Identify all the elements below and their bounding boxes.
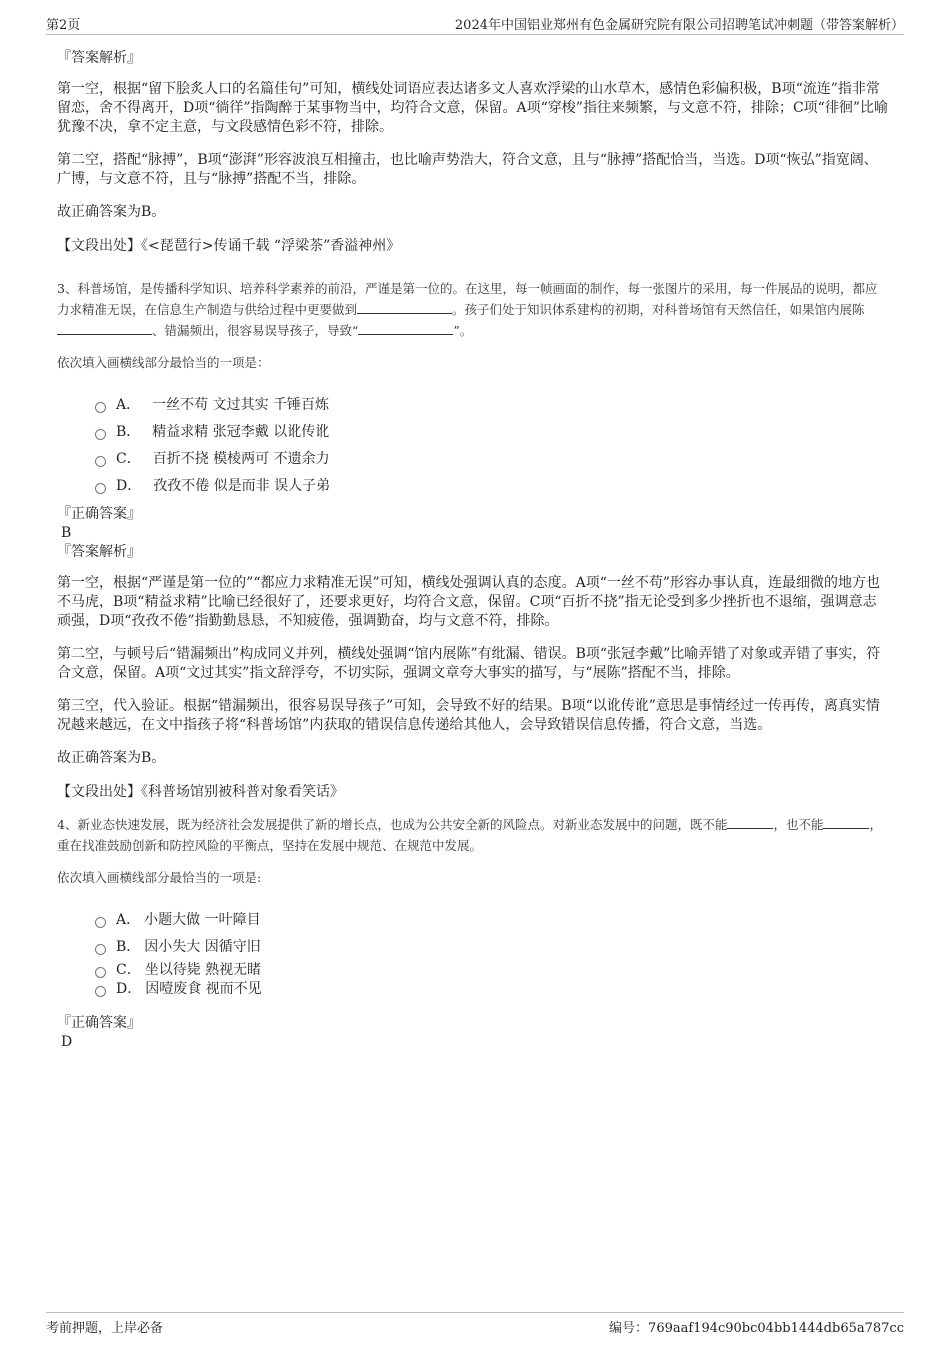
q3-analysis-p3: 第三空，代入验证。根据“错漏频出，很容易误导孩子”可知，会导致不好的结果。B项“以讹传讹”意思是事情经过一传再传，离真实情况越来越远，在文中指孩子将“科普场馆”内获取的错误信息传递给其他人，会导致错误信息传播，符合文意，当选。 [57,698,880,733]
q4-blank-2 [823,816,869,829]
page-footer [46,1312,904,1336]
q4-option-a[interactable]: A． 小题大做 一叶障目 [95,906,889,933]
q3-source: 【文段出处】《科普场馆别被科普对象看笑话》 [57,784,344,800]
q4-option-d[interactable]: D． 因噎废食 视而不见 [95,979,889,998]
q3-answer: B [61,525,72,541]
q4-option-c[interactable]: C． 坐以待毙 熟视无睹 [95,960,889,979]
page-header [46,14,904,35]
q3-option-c[interactable]: C． 百折不挠 模棱两可 不遗余力 [95,445,889,472]
q3-blank-3 [358,322,453,335]
radio-icon[interactable] [95,917,106,928]
q2-analysis-tag: 『答案解析』 [57,50,141,66]
q2-analysis-p2: 第二空，搭配“脉搏”，B项“澎湃”形容波浪互相撞击，也比喻声势浩大，符合文意，且与“脉搏”搭配恰当，当选。D项“恢弘”指宽阔、广博，与文意不符，且与“脉搏”搭配不当，排除。 [57,152,878,187]
q3-blank-1 [357,301,452,314]
q3-option-b[interactable]: B． 精益求精 张冠李戴 以讹传讹 [95,418,889,445]
q3-correct-tag: 『正确答案』 [57,506,141,522]
q4-prompt: 依次填入画横线部分最恰当的一项是: [57,870,262,885]
q4-correct-tag: 『正确答案』 [57,1015,141,1031]
document-title: 2024年中国铝业郑州有色金属研究院有限公司招聘笔试冲刺题（带答案解析） [454,18,904,33]
q3-blank-2 [57,322,152,335]
document-id: 编号：769aaf194c90bc04bb1444db65a787cc [609,1321,904,1336]
footer-slogan: 考前押题，上岸必备 [46,1321,164,1336]
q3-analysis-tag: 『答案解析』 [57,544,141,560]
q3-stem: 3、科普场馆，是传播科学知识、培养科学素养的前沿，严谨是第一位的。在这里，每一帧画面的制作，每一张图片的采用，每一件展品的说明，都应力求精准无误，在信息生产制造与供给过程中更要做到 。孩子们处于知识体系建构的初期，对科普场馆有天然信任，如果馆内展陈、错漏频出，很容易误导孩子，导致“ ”。 [57,281,878,338]
radio-icon[interactable] [95,944,106,955]
radio-icon[interactable] [95,456,106,467]
q2-source: 【文段出处】《<琵琶行>传诵千载 “浮梁茶”香溢神州》 [57,238,401,254]
q3-option-d[interactable]: D． 孜孜不倦 似是而非 误人子弟 [95,472,889,499]
q3-option-a[interactable]: A． 一丝不苟 文过其实 千锤百炼 [95,391,889,418]
document-body [57,40,889,1052]
q3-analysis-p1: 第一空，根据“严谨是第一位的”“都应力求精准无误”可知，横线处强调认真的态度。A项“一丝不苟”形容办事认真，连最细微的地方也不马虎，B项“精益求精”比喻已经很好了，还要求更好，均符合文意，保留。C项“百折不挠”指无论受到多少挫折也不退缩，强调意志顽强，D项“孜孜不倦”指勤勤恳恳，不知疲倦，强调勤奋，均与文意不符，排除。 [57,575,881,629]
q3-options [95,391,889,499]
q3-prompt: 依次填入画横线部分最恰当的一项是： [57,355,270,370]
q4-answer: D [61,1034,73,1050]
q2-conclusion: 故正确答案为B。 [57,204,166,220]
radio-icon[interactable] [95,402,106,413]
q4-options [95,906,889,998]
radio-icon[interactable] [95,429,106,440]
q3-conclusion: 故正确答案为B。 [57,750,166,766]
q2-analysis-p1: 第一空，根据“留下脍炙人口的名篇佳句”可知，横线处词语应表达诸多文人喜欢浮梁的山水草木，感情色彩偏积极，B项“流连”指非常留恋，舍不得离开，D项“徜徉”指陶醉于某事物当中，均符合文意，保留。A项“穿梭”指往来频繁，与文意不符，排除；C项“徘徊”比喻犹豫不决，拿不定主意，与文段感情色彩不符，排除。 [57,81,888,135]
q4-stem: 4、新业态快速发展，既为经济社会发展提供了新的增长点，也成为公共安全新的风险点。对新业态发展中的问题，既不能 ，也不能 ，重在找准鼓励创新和防控风险的平衡点，坚持在发展中规范、在规范中发展。 [57,817,882,853]
q4-blank-1 [727,816,773,829]
q3-analysis-p2: 第二空，与顿号后“错漏频出”构成同义并列，横线处强调“馆内展陈”有纰漏、错误。B项“张冠李戴”比喻弄错了对象或弄错了事实，符合文意，保留。A项“文过其实”指文辞浮夸，不切实际，强调文章夸大事实的描写，与“展陈”搭配不当，排除。 [57,646,881,681]
radio-icon[interactable] [95,483,106,494]
page-number: 第2页 [46,18,81,33]
q4-option-b[interactable]: B． 因小失大 因循守旧 [95,933,889,960]
radio-icon[interactable] [95,967,106,978]
radio-icon[interactable] [95,986,106,997]
